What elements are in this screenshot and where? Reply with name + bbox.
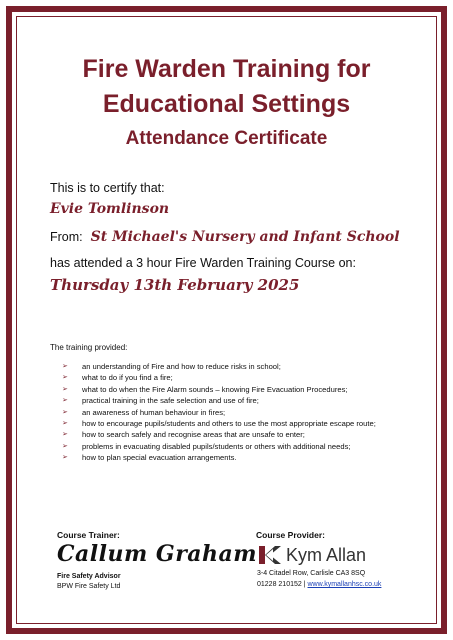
logo-text: Kym Allan	[286, 545, 367, 565]
arrowhead-icon: ➢	[62, 397, 68, 405]
list-item: ➢ an awareness of human behaviour in fires;	[62, 407, 226, 417]
provider-website-link[interactable]: www.kymallanhsc.co.uk	[307, 581, 382, 588]
list-item: ➢ how to plan special evacuation arrangements.	[62, 453, 237, 463]
list-item: ➢ an understanding of Fire and how to reduce risks in school;	[62, 362, 281, 371]
provider-address: 3-4 Citadel Row, Carlisle CA3 8SQ	[257, 570, 366, 577]
arrowhead-icon: ➢	[62, 363, 68, 370]
list-item: ➢ how to search safely and recognise areas that are unsafe to enter;	[62, 430, 305, 440]
contact-separator: |	[301, 581, 308, 588]
provider-phone: 01228 210152	[257, 581, 302, 588]
trainer-organisation: BPW Fire Safety Ltd	[57, 583, 121, 590]
arrowhead-icon: ➢	[62, 385, 68, 393]
kym-allan-logo-icon	[257, 544, 283, 566]
arrowhead-icon: ➢	[62, 408, 68, 416]
provider-contact	[257, 581, 381, 588]
arrowhead-icon: ➢	[62, 431, 68, 439]
training-provided-label: The training provided:	[50, 343, 128, 352]
arrowhead-icon: ➢	[62, 420, 68, 428]
course-trainer-label: Course Trainer:	[57, 530, 120, 540]
list-item: ➢ practical training in the safe selection and use of fire;	[62, 396, 259, 406]
from-line	[50, 229, 400, 245]
attended-text: has attended a 3 hour Fire Warden Training Course on:	[50, 256, 356, 270]
list-item: ➢ how to encourage pupils/students and others to use the most appropriate escape route;	[62, 419, 376, 429]
school-name: St Michael's Nursery and Infant School	[90, 229, 400, 245]
arrowhead-icon: ➢	[62, 454, 68, 462]
arrowhead-icon: ➢	[62, 442, 68, 450]
course-date: Thursday 13th February 2025	[50, 276, 300, 294]
title-line-1: Fire Warden Training for	[82, 55, 371, 83]
title-line-2: Educational Settings	[102, 90, 351, 118]
arrowhead-icon: ➢	[62, 374, 68, 382]
certificate-subtitle: Attendance Certificate	[125, 128, 328, 149]
certify-text: This is to certify that:	[50, 181, 165, 195]
from-label: From:	[50, 230, 83, 244]
kym-allan-logo	[257, 543, 366, 567]
trainer-signature: Callum Graham	[57, 541, 258, 567]
trainer-role: Fire Safety Advisor	[57, 573, 121, 580]
attendee-name: Evie Tomlinson	[50, 201, 170, 217]
list-item: ➢ what to do when the Fire Alarm sounds – knowing Fire Evacuation Procedures;	[62, 384, 348, 394]
certificate-title	[30, 52, 423, 122]
list-item: ➢ problems in evacuating disabled pupils/students or others with additional needs;	[62, 441, 351, 451]
list-item: ➢ what to do if you find a fire;	[62, 373, 173, 383]
training-list	[62, 361, 422, 464]
course-provider-label: Course Provider:	[256, 530, 325, 540]
